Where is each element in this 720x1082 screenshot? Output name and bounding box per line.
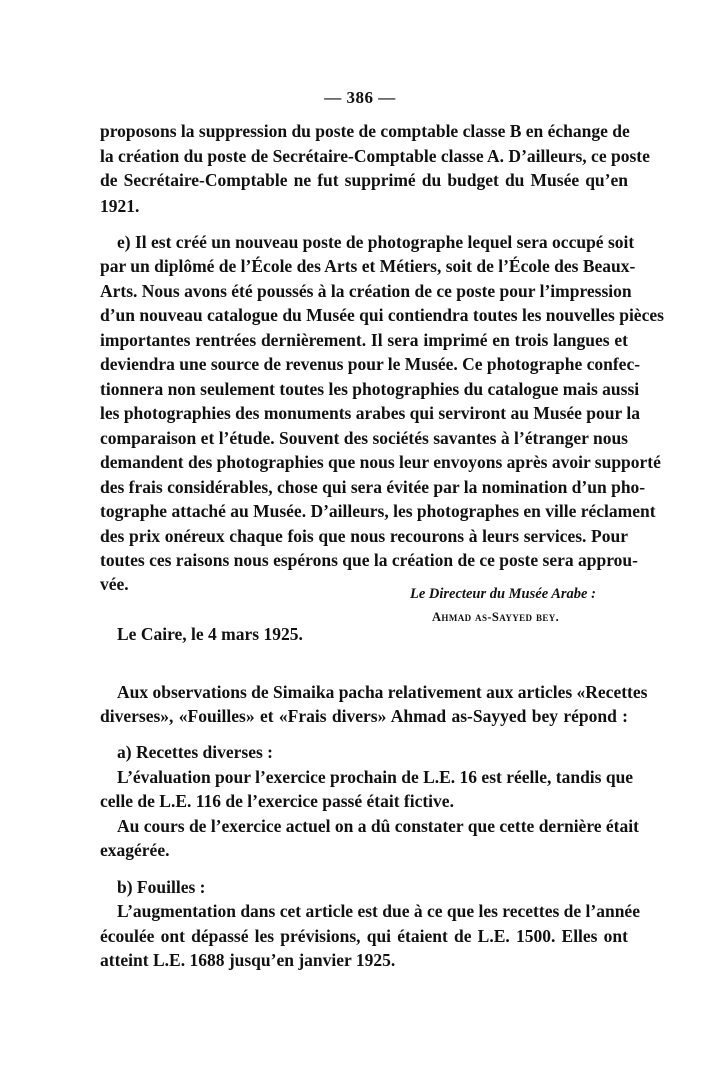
text-line: les photographies des monuments arabes qui serviront au Musée pour la xyxy=(100,403,640,423)
text-line: comparaison et l’étude. Souvent des sociétés savantes à l’étranger nous xyxy=(100,428,628,448)
text-line: 1921. xyxy=(100,196,140,216)
text-line: importantes rentrées dernièrement. Il sera imprimé en trois langues et xyxy=(100,330,628,350)
text-line: vée. xyxy=(100,574,129,594)
text-line: L’évaluation pour l’exercice prochain de L.E. 16 est réelle, tandis que xyxy=(117,767,634,787)
signature-name: Ahmad as-Sayyed bey. xyxy=(432,610,560,624)
text-line: celle de L.E. 116 de l’exercice passé était fictive. xyxy=(100,791,454,811)
text-line: Au cours de l’exercice actuel on a dû constater que cette dernière était xyxy=(117,816,639,836)
text-line: la création du poste de Secrétaire-Comptable classe A. D’ailleurs, ce poste xyxy=(100,146,650,166)
text-line: tographe attaché au Musée. D’ailleurs, les photographes en ville réclament xyxy=(100,501,656,521)
signature-title: Le Directeur du Musée Arabe : xyxy=(410,586,596,602)
text-line: diverses», «Fouilles» et «Frais divers» Ahmad as-Sayyed bey répond : xyxy=(100,706,628,726)
text-line: par un diplômé de l’École des Arts et Métiers, soit de l’École des Beaux- xyxy=(100,256,636,276)
page-number: — 386 — xyxy=(324,88,396,107)
text-line: demandent des photographies que nous leur envoyons après avoir supporté xyxy=(100,452,661,472)
text-line: d’un nouveau catalogue du Musée qui contiendra toutes les nouvelles pièces xyxy=(100,305,664,325)
text-line: e) Il est créé un nouveau poste de photographe lequel sera occupé soit xyxy=(117,232,635,252)
text-line: tionnera non seulement toutes les photographies du catalogue mais aussi xyxy=(100,379,640,399)
text-line: deviendra une source de revenus pour le Musée. Ce photographe confec- xyxy=(100,354,641,374)
text-line: des frais considérables, chose qui sera évitée par la nomination d’un pho- xyxy=(100,477,646,497)
text-line: atteint L.E. 1688 jusqu’en janvier 1925. xyxy=(100,950,396,970)
text-line: Aux observations de Simaika pacha relativement aux articles «Recettes xyxy=(117,682,648,702)
text-line: écoulée ont dépassé les prévisions, qui étaient de L.E. 1500. Elles ont xyxy=(100,926,628,946)
text-line: L’augmentation dans cet article est due à ce que les recettes de l’année xyxy=(117,901,640,921)
text-line: de Secrétaire-Comptable ne fut supprimé du budget du Musée qu’en xyxy=(100,170,628,190)
text-line: toutes ces raisons nous espérons que la création de ce poste sera approu- xyxy=(100,550,638,570)
text-line: proposons la suppression du poste de comptable classe B en échange de xyxy=(100,121,630,141)
text-line: Arts. Nous avons été poussés à la création de ce poste pour l’impression xyxy=(100,281,632,301)
text-line: des prix onéreux chaque fois que nous recourons à leurs services. Pour xyxy=(100,526,628,546)
text-line: a) Recettes diverses : xyxy=(117,742,273,762)
text-line: b) Fouilles : xyxy=(117,877,206,897)
text-line: exagérée. xyxy=(100,840,170,860)
text-line: Le Caire, le 4 mars 1925. xyxy=(117,624,303,644)
